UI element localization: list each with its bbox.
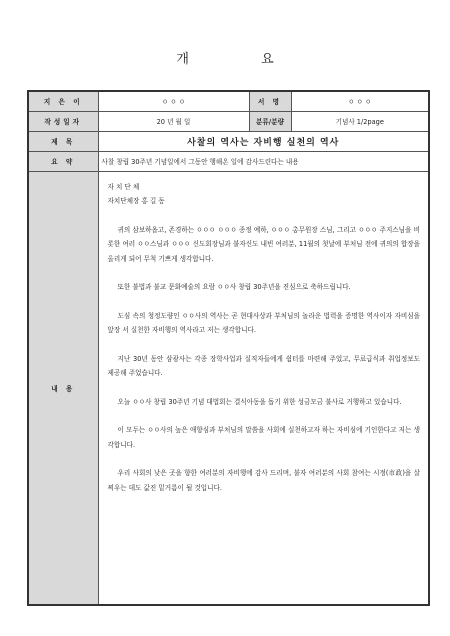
- paragraph: 귀의 삼보하옵고, 존경하는 ㅇㅇㅇ ㅇㅇㅇ 종정 예하, ㅇㅇㅇ 총무원장 스님, 그리고 ㅇㅇㅇ 주지스님을 비롯한 여러 ㅇㅇ스님과 ㅇㅇㅇ 신도회장님과 불자신도 내빈 여러분, 11월의 첫날에 부처님 전에 귀의의 합장을 올리게 되어 무척 기쁘게 생각합니다.: [107, 225, 420, 263]
- summary-value: 사찰 창립 30주년 기념일에서 그동안 행해온 일에 감사드린다는 내용: [98, 151, 429, 171]
- author-row: [28, 91, 429, 111]
- date-value: 20 년 월 일: [98, 111, 249, 131]
- author-value: ㅇ ㅇ ㅇ: [98, 91, 249, 111]
- paragraph: 도심 속의 청정도량인 ㅇㅇ사의 역사는 곧 현대사상과 부처님의 놀라운 법력을 증명한 역사이자 자비심을 앞장 서 실천한 자비행의 역사라고 저는 생각합니다.: [107, 311, 420, 334]
- category-value: 기념사 1/2page: [291, 111, 429, 131]
- date-row: [28, 111, 429, 131]
- subject-value: 사찰의 역사는 자비행 실천의 역사: [98, 131, 429, 151]
- summary-label: 요 약: [28, 151, 98, 171]
- subject-label: 제 목: [28, 131, 98, 151]
- subject-row: [28, 131, 429, 151]
- signature-value: ㅇ ㅇ ㅇ: [291, 91, 429, 111]
- page-title: 개 요: [176, 52, 308, 67]
- paragraph: 오늘 ㅇㅇ사 창립 30주년 기념 대법회는 결식아동을 돕기 위한 성금모금 불사로 거행하고 있습니다.: [117, 397, 402, 406]
- paragraph: 이 모두는 ㅇㅇ사의 높은 애향심과 부처님의 말씀을 사회에 실천하고자 하는 자비심에 기인한다고 저는 생각합니다.: [107, 426, 420, 449]
- content-row: [28, 171, 429, 605]
- content-label: 내 용: [28, 171, 98, 605]
- date-label: 작성일자: [28, 111, 98, 131]
- paragraph: 우리 사회의 낮은 곳을 향한 여러분의 자비행에 감사 드리며, 불자 여러분의 사회 참여는 시정(市政)을 살찌우는 데도 값진 밑거름이 될 것입니다.: [107, 469, 420, 492]
- organization-line: 자 치 단 체: [107, 182, 140, 191]
- content-body: [98, 171, 429, 605]
- signer-line: 자치단체장 홍 길 동: [107, 197, 165, 205]
- signature-label: 서 명: [249, 91, 291, 111]
- category-label: 분류/분량: [249, 111, 291, 131]
- summary-row: [28, 151, 429, 171]
- paragraph: 지난 30년 동안 삼광사는 각종 장학사업과 실직자들에게 쉼터를 마련해 주었고, 무료급식과 취업정보도 제공해 주었습니다.: [107, 354, 420, 377]
- paragraph: 또한 불법과 불교 문화예술의 요람 ㅇㅇ사 창립 30주년을 진심으로 축하드립니다.: [117, 283, 351, 291]
- author-label: 지 은 이: [28, 91, 98, 111]
- summary-form-table: [27, 90, 430, 606]
